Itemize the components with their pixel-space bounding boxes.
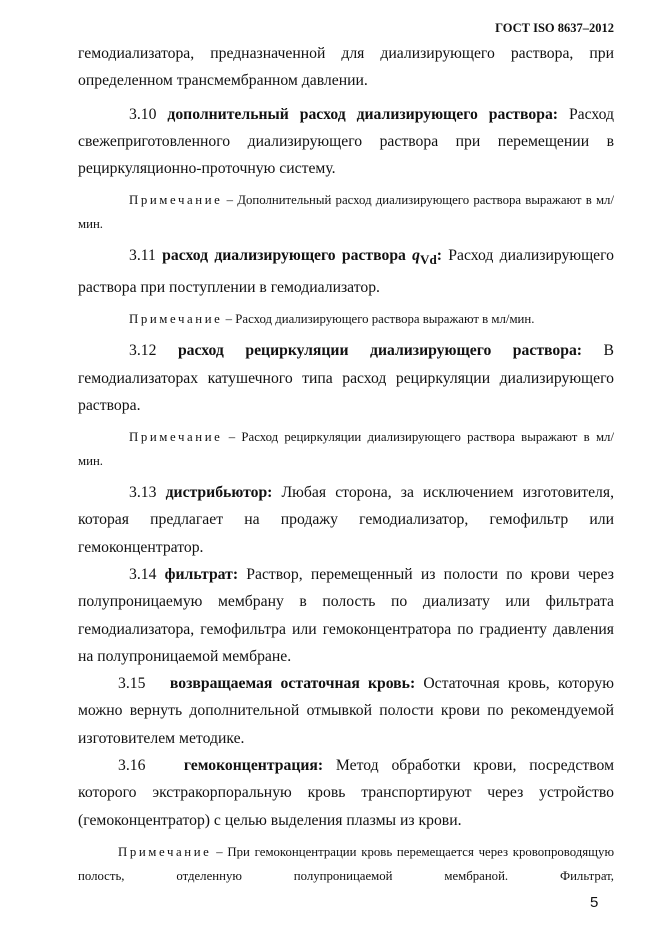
term-symbol-subscript: Vd	[420, 252, 437, 268]
note-3-16	[78, 840, 614, 888]
note-label: Примечание	[129, 430, 223, 445]
note-dash: –	[216, 844, 223, 859]
term-definition: Раствор, перемещенный из полости по крови через полупроницаемую мембрану в полость по диализату или фильтрата гемодиализатора, гемофильтра или гемоконцентратора по градиенту давления на полупроницаемой мембране.	[78, 566, 614, 665]
document-body	[78, 40, 614, 894]
term-definition: Остаточная кровь, которую можно вернуть дополнительной отмывкой полости крови по рекомендуемой изготовителем методике.	[78, 675, 614, 747]
term-definition: Метод обработки крови, посредством которого экстракорпоральную кровь транспортируют через устройство (гемоконцентратор) с целью выделения плазмы из крови.	[78, 757, 614, 829]
term-title: фильтрат:	[164, 566, 239, 583]
term-title: дистрибьютор:	[165, 484, 273, 502]
note-3-10	[78, 188, 614, 236]
term-title: расход диализирующего раствора	[162, 247, 406, 265]
section-3-10	[78, 101, 614, 183]
note-text: При гемоконцентрации кровь перемещается через кровопроводящую полость, отделенную полупроницаемой мембраной. Фильтрат,	[78, 844, 614, 883]
term-title: расход рециркуляции диализирующего раствора:	[177, 342, 583, 360]
note-dash: –	[226, 193, 234, 208]
section-3-16	[78, 752, 614, 834]
page-number: 5	[590, 894, 599, 911]
note-dash: –	[228, 430, 236, 445]
section-number: 3.12	[129, 342, 157, 360]
section-3-14	[78, 561, 614, 670]
section-3-13	[78, 479, 614, 561]
term-title: возвращаемая остаточная кровь:	[169, 675, 416, 693]
document-header: ГОСТ ISO 8637–2012	[495, 21, 614, 35]
note-text: Расход диализирующего раствора выражают в мл/мин.	[235, 312, 535, 327]
section-number: 3.11	[129, 247, 156, 265]
term-definition: В гемодиализаторах катушечного типа расход рециркуляции диализирующего раствора.	[78, 342, 614, 414]
note-3-12	[78, 425, 614, 473]
section-3-15	[78, 670, 614, 752]
continued-paragraph: гемодиализатора, предназначенной для диализирующего раствора, при определенном трансмембранном давлении.	[78, 45, 614, 90]
note-3-11	[78, 307, 614, 331]
term-symbol: q	[412, 247, 421, 265]
note-dash: –	[225, 312, 233, 327]
section-number: 3.14	[129, 566, 157, 583]
term-definition: Расход свежеприготовленного диализирующего раствора при перемещении в рециркуляционно-проточную систему.	[78, 105, 615, 178]
note-text: Дополнительный расход диализирующего раствора выражают в мл/мин.	[78, 193, 614, 232]
section-3-12	[78, 337, 614, 419]
section-3-11	[78, 242, 614, 301]
section-number: 3.13	[129, 484, 157, 502]
term-definition: Расход диализирующего раствора при поступлении в гемодиализатор.	[78, 247, 615, 296]
note-label: Примечание	[129, 193, 223, 208]
term-title: гемоконцентрация:	[183, 757, 324, 775]
section-number: 3.10	[129, 105, 157, 123]
note-text: Расход рециркуляции диализирующего раствора выражают в мл/мин.	[78, 430, 614, 469]
note-label: Примечание	[129, 312, 223, 327]
section-number: 3.15	[118, 675, 146, 693]
term-definition: Любая сторона, за исключением изготовителя, которая предлагает на продажу гемодиализатор, гемофильтр или гемоконцентратор.	[78, 484, 615, 556]
term-title: дополнительный расход диализирующего раствора:	[167, 105, 559, 123]
term-colon: :	[436, 247, 442, 265]
note-label: Примечание	[118, 844, 212, 859]
section-number: 3.16	[118, 757, 146, 775]
